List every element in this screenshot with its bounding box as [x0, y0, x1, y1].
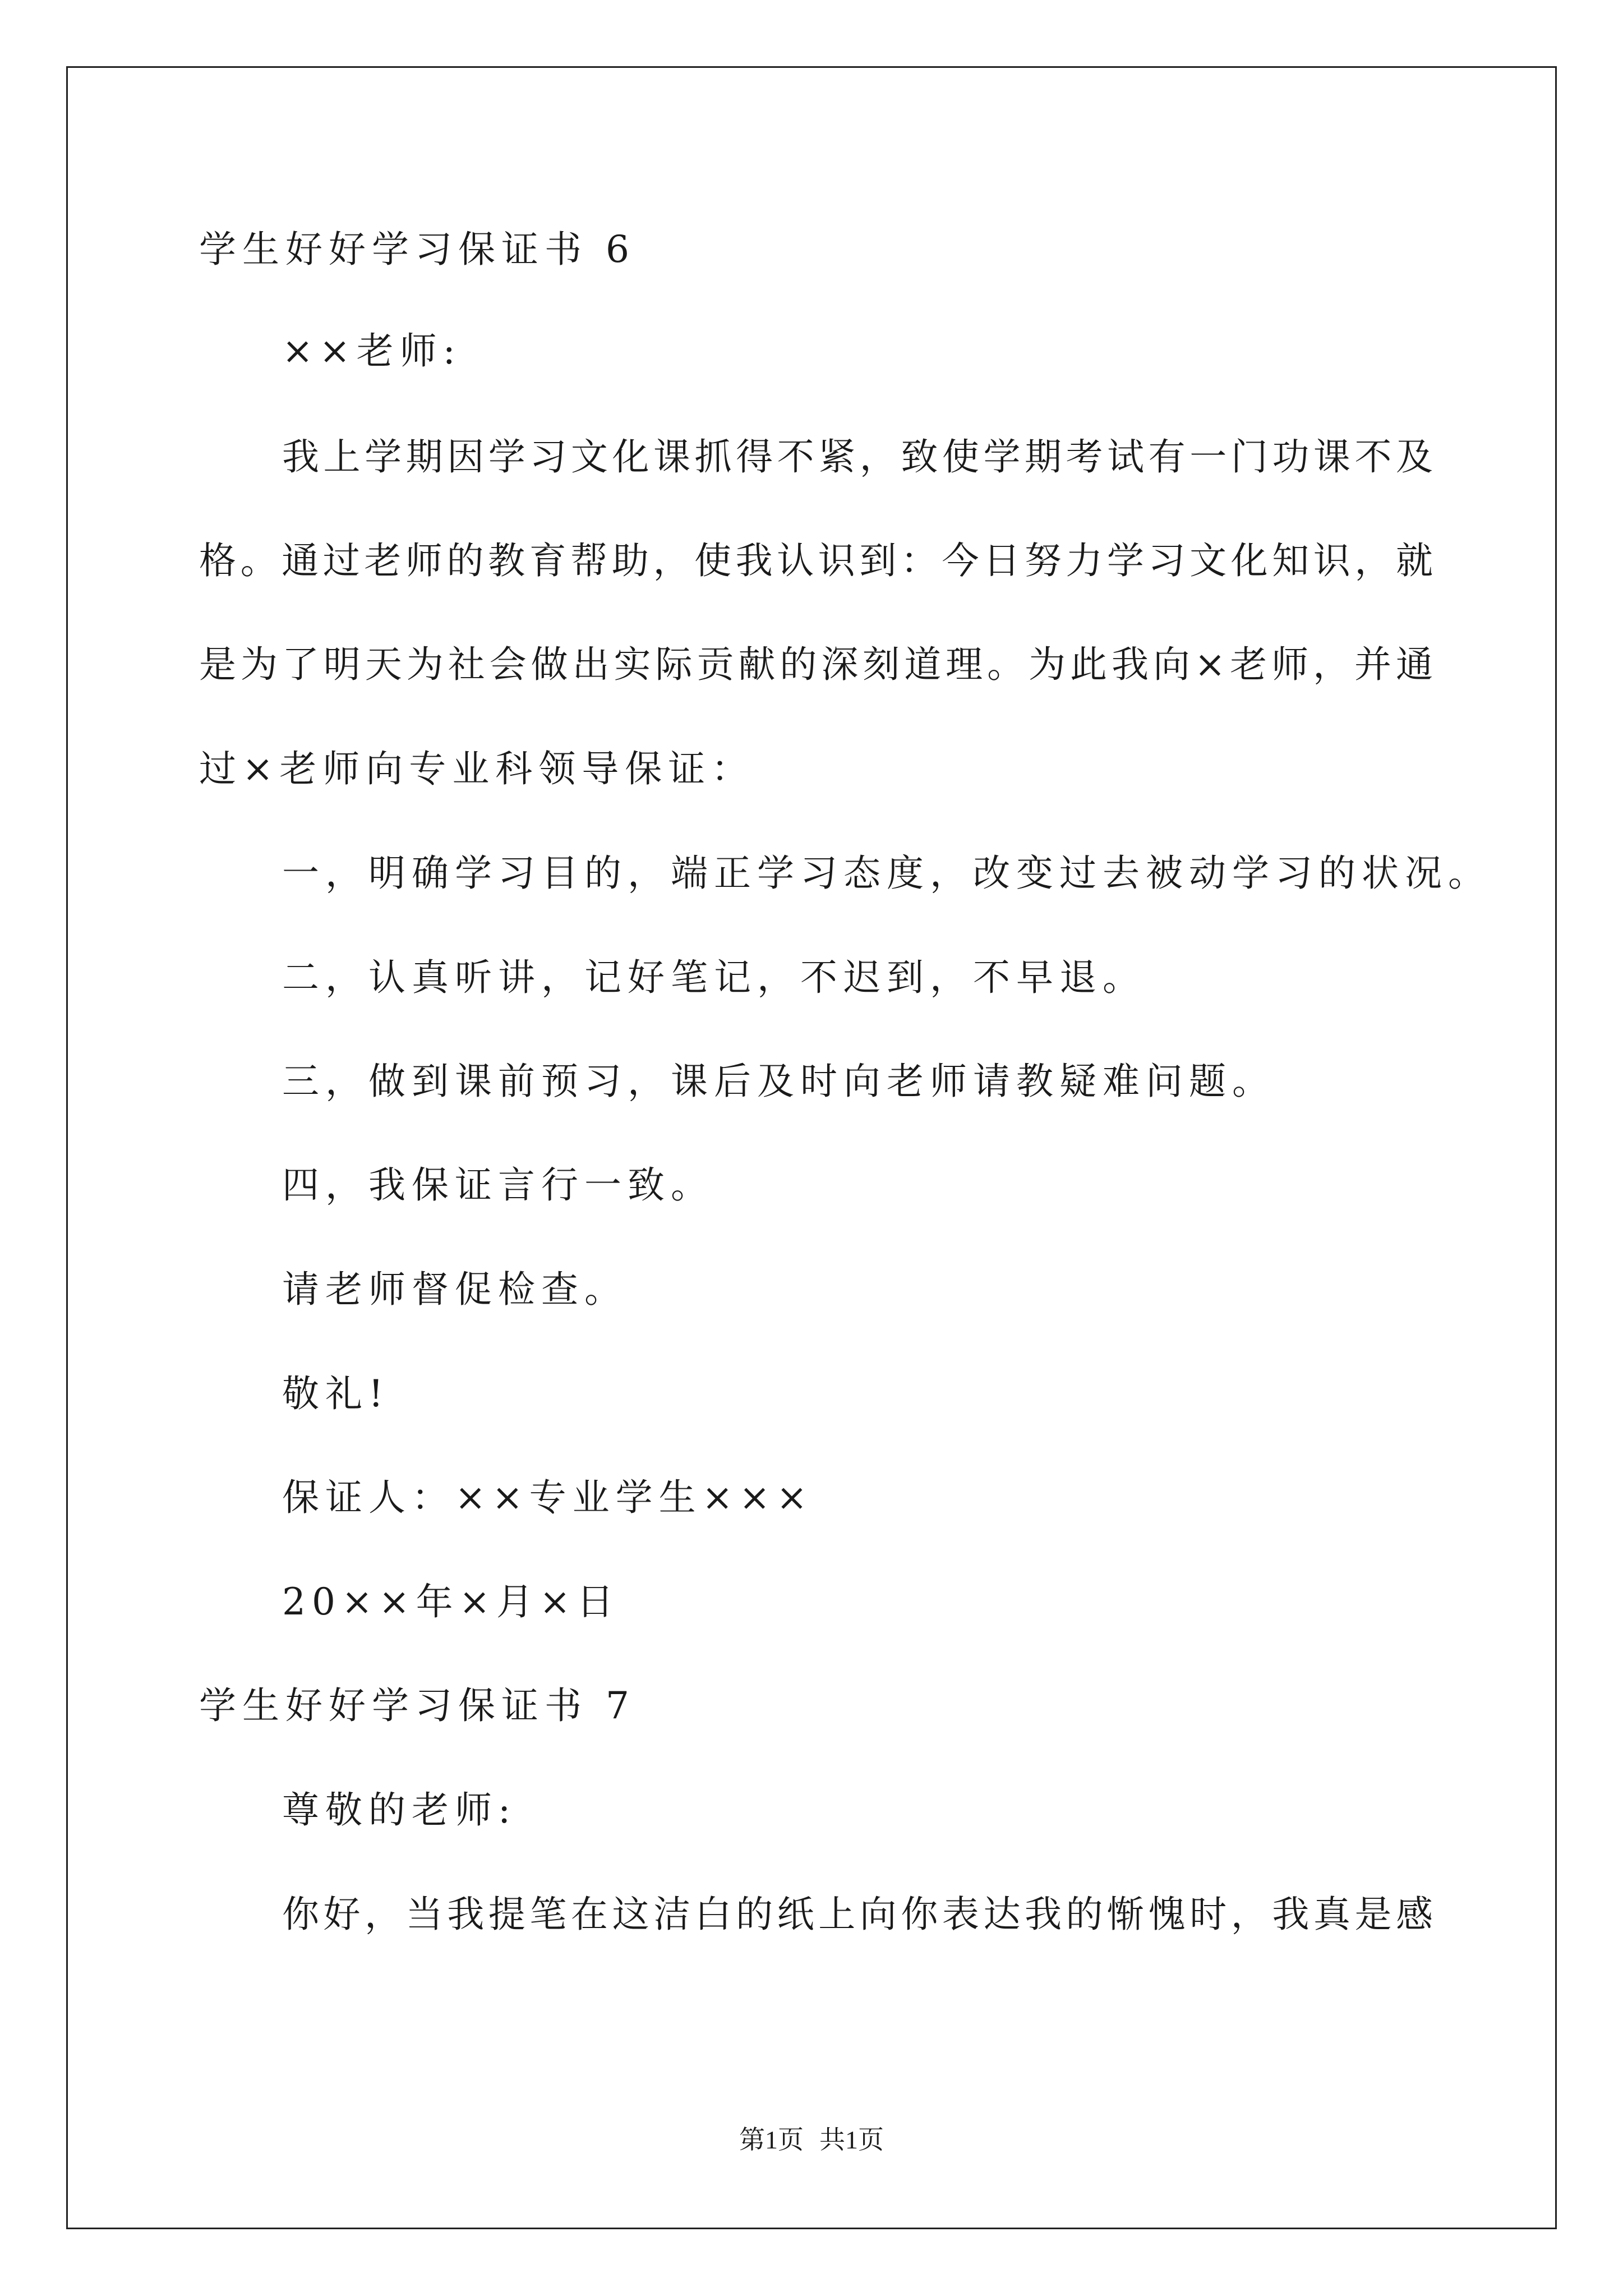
page-footer — [0, 2127, 1623, 2153]
paragraph-line: 你好，当我提笔在这洁白的纸上向你表达我的惭愧时，我真是感 — [282, 1893, 1433, 1936]
paragraph-line: 是为了明天为社会做出实际贡献的深刻道理。为此我向×老师，并通 — [199, 643, 1433, 686]
paragraph-line: 我上学期因学习文化课抓得不紧，致使学期考试有一门功课不及 — [282, 435, 1433, 478]
section-6-title: 学生好好学习保证书 6 — [199, 228, 635, 271]
page-total: 共1页 — [819, 2125, 884, 2154]
list-item: 一，明确学习目的，端正学习态度，改变过去被动学习的状况。 — [282, 852, 1491, 895]
guarantor-line: 保证人：××专业学生××× — [282, 1476, 814, 1519]
paragraph-line: 格。通过老师的教育帮助，使我认识到：今日努力学习文化知识，就 — [199, 539, 1433, 582]
list-item: 四，我保证言行一致。 — [282, 1163, 714, 1207]
request-line: 请老师督促检查。 — [282, 1268, 628, 1311]
section-7-salutation: 尊敬的老师: — [282, 1788, 517, 1832]
section-6-salutation: ××老师: — [282, 329, 462, 372]
page-number: 第1页 — [739, 2125, 804, 2154]
list-item: 二，认真听讲，记好笔记，不迟到，不早退。 — [282, 956, 1146, 999]
paragraph-line: 过×老师向专业科领导保证： — [199, 747, 755, 790]
list-item: 三，做到课前预习，课后及时向老师请教疑难问题。 — [282, 1060, 1275, 1103]
date-line: 20××年×月×日 — [282, 1580, 620, 1623]
section-7-title: 学生好好学习保证书 7 — [199, 1684, 635, 1727]
closing-line: 敬礼! — [282, 1372, 390, 1415]
